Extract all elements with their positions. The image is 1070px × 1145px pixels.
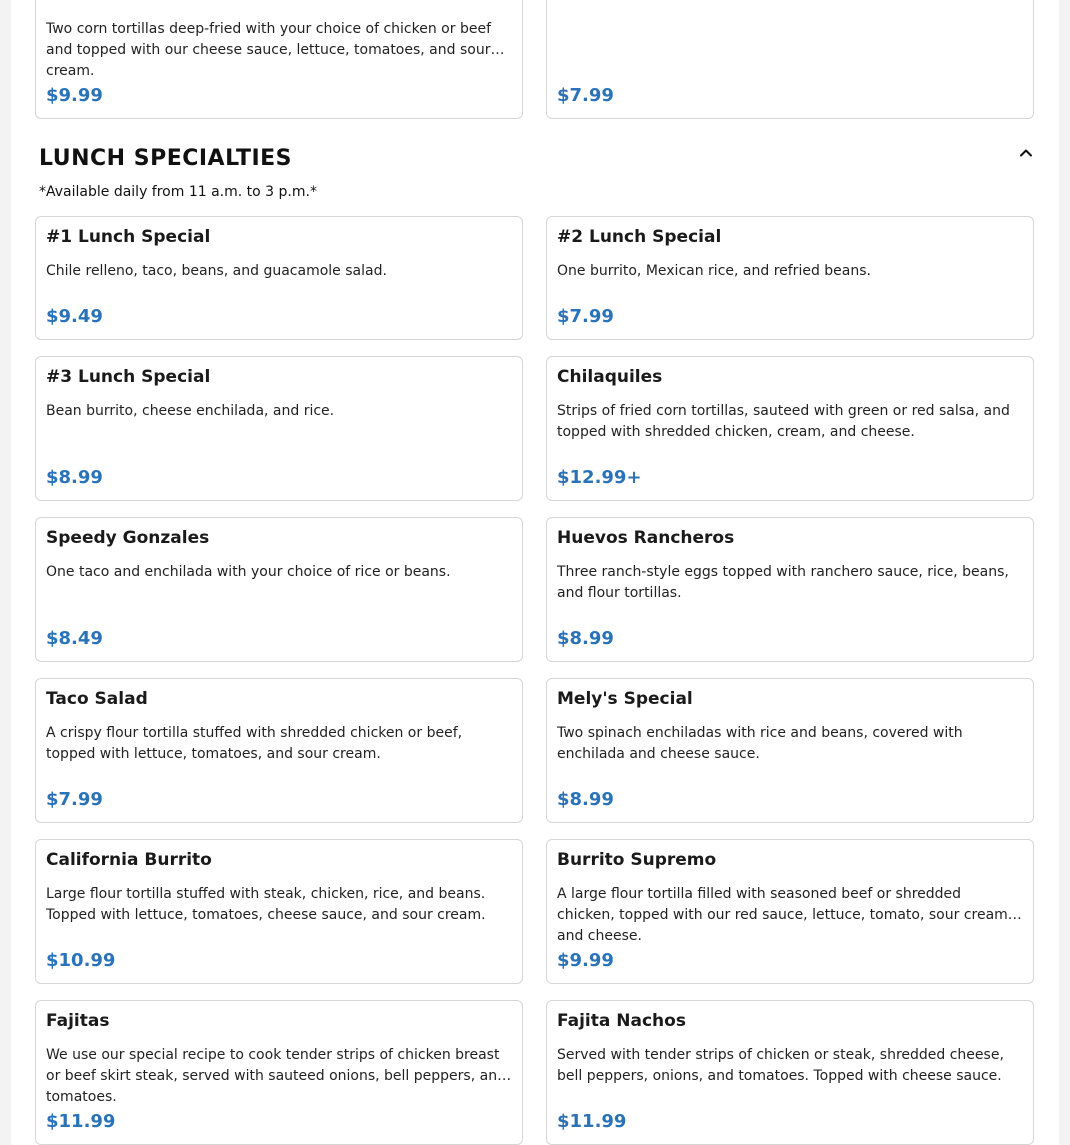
item-name: Fajitas <box>46 1011 110 1031</box>
item-name: #1 Lunch Special <box>46 227 211 247</box>
menu-item-card[interactable] <box>35 216 523 340</box>
item-price: $8.49 <box>46 628 103 649</box>
item-description: Strips of fried corn tortillas, sauteed with green or red salsa, and topped with shredded chicken, cream, and cheese. <box>557 403 1010 440</box>
item-description: A large flour tortilla filled with seasoned beef or shredded chicken, topped with our red sauce, lettuce, tomato, sour cream, and cheese. <box>557 886 1013 944</box>
menu-item-card[interactable] <box>35 839 523 984</box>
item-price: $9.49 <box>46 306 103 327</box>
item-price: $7.99 <box>557 85 614 106</box>
menu-item-card[interactable] <box>35 678 523 823</box>
item-name: Burrito Supremo <box>557 850 717 870</box>
chevron-up-icon <box>1018 145 1034 161</box>
item-description: Two spinach enchiladas with rice and beans, covered with enchilada and cheese sauce. <box>557 725 963 762</box>
collapse-section-button[interactable] <box>1014 141 1038 165</box>
menu-item-card[interactable] <box>35 0 523 119</box>
item-price: $9.99 <box>46 85 103 106</box>
item-price: $9.99 <box>557 950 614 971</box>
item-price: $8.99 <box>557 789 614 810</box>
item-description: One burrito, Mexican rice, and refried beans. <box>557 263 871 279</box>
item-price: $8.99 <box>557 628 614 649</box>
menu-item-card[interactable] <box>546 356 1034 501</box>
item-description: Two corn tortillas deep-fried with your choice of chicken or beef and topped with our cheese sauce, lettuce, tomatoes, and sour cream. <box>46 21 491 79</box>
item-price: $11.99 <box>557 1111 627 1132</box>
item-price: $7.99 <box>557 306 614 327</box>
item-description: Served with tender strips of chicken or steak, shredded cheese, bell peppers, onions, and tomatoes. Topped with cheese sauce. <box>557 1047 1004 1084</box>
item-description: Three ranch-style eggs topped with ranchero sauce, rice, beans, and flour tortillas. <box>557 564 1009 601</box>
item-description: Large flour tortilla stuffed with steak, chicken, rice, and beans. Topped with lettuce, tomatoes, cheese sauce, and sour cream. <box>46 886 486 923</box>
item-price: $11.99 <box>46 1111 116 1132</box>
item-description: Bean burrito, cheese enchilada, and rice. <box>46 403 335 419</box>
section-availability-note: *Available daily from 11 a.m. to 3 p.m.* <box>39 184 317 200</box>
item-name: Mely's Special <box>557 689 693 709</box>
item-description: We use our special recipe to cook tender strips of chicken breast or beef skirt steak, served with sauteed onions, bell peppers, and tomatoes. <box>46 1047 506 1105</box>
menu-item-card[interactable] <box>546 216 1034 340</box>
item-price: $10.99 <box>46 950 116 971</box>
menu-item-card[interactable] <box>546 1000 1034 1145</box>
menu-page <box>11 0 1059 1145</box>
menu-item-card[interactable] <box>35 517 523 662</box>
item-description: A crispy flour tortilla stuffed with shredded chicken or beef, topped with lettuce, tomatoes, and sour cream. <box>46 725 463 762</box>
menu-item-card[interactable] <box>35 1000 523 1145</box>
item-name: Fajita Nachos <box>557 1011 686 1031</box>
item-price: $8.99 <box>46 467 103 488</box>
item-description: One taco and enchilada with your choice of rice or beans. <box>46 564 451 580</box>
item-name: Speedy Gonzales <box>46 528 210 548</box>
menu-item-card[interactable] <box>546 0 1034 119</box>
item-name: Chilaquiles <box>557 367 663 387</box>
menu-item-card[interactable] <box>35 356 523 501</box>
item-name: #3 Lunch Special <box>46 367 211 387</box>
item-price: $7.99 <box>46 789 103 810</box>
menu-item-card[interactable] <box>546 517 1034 662</box>
menu-item-card[interactable] <box>546 839 1034 984</box>
section-title: LUNCH SPECIALTIES <box>39 146 293 171</box>
item-price: $12.99+ <box>557 467 642 488</box>
item-name: Taco Salad <box>46 689 148 709</box>
menu-item-card[interactable] <box>546 678 1034 823</box>
item-name: #2 Lunch Special <box>557 227 722 247</box>
item-name: Huevos Rancheros <box>557 528 735 548</box>
item-name: California Burrito <box>46 850 212 870</box>
item-description: Chile relleno, taco, beans, and guacamole salad. <box>46 263 387 279</box>
